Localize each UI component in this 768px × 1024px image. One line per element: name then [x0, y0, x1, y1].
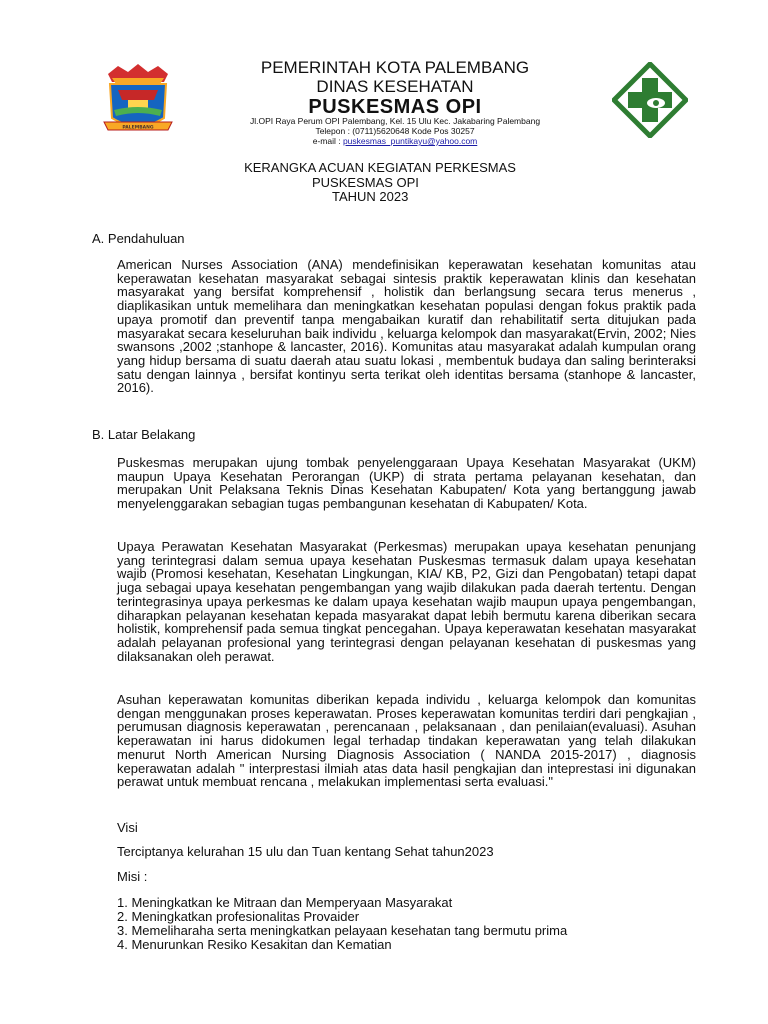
visi-text: Terciptanya kelurahan 15 ulu dan Tuan kentang Sehat tahun2023	[117, 844, 494, 859]
misi-label: Misi :	[117, 869, 148, 884]
section-a-heading: A. Pendahuluan	[92, 231, 185, 246]
misi-list	[117, 896, 567, 952]
doc-title-line3: TAHUN 2023	[332, 189, 409, 204]
emblem-ribbon-text: PALEMBANG	[122, 125, 154, 131]
doc-title-line2: PUSKESMAS OPI	[312, 175, 419, 190]
palembang-emblem-logo	[98, 64, 178, 138]
puskesmas-logo	[612, 62, 688, 138]
list-item: 4. Menurunkan Resiko Kesakitan dan Kematian	[117, 937, 392, 952]
section-b-paragraph-2: Upaya Perawatan Kesehatan Masyarakat (Perkesmas) merupakan upaya kesehatan penunjang yang terintegrasi dalam semua upaya kesehatan Puskesmas termasuk dalam upaya kesehatan wajib (Promosi kesehatan, Kesehatan Lingkungan, KIA/ KB, P2, Gizi dan Pengobatan) tetapi dapat juga sebagai upaya kesehatan pengembangan yang wajib dilakukan pada daerah tertentu. Dengan terintegrasinya upaya perkesmas ke dalam upaya kesehatan wajib maupun upaya pengembangan, diharapkan pelayanan kesehatan kepada masyarakat dapat lebih bermutu karena diberikan secara holistik, komprehensif pada semua tingkat pencegahan. Upaya keperawatan kesehatan masyarakat adalah pelayanan profesional yang terintegrasi dengan pelayanan kesehatan di puskesmas yang dilaksanakan oleh perawat.	[117, 539, 696, 664]
address-line: Jl.OPI Raya Perum OPI Palembang, Kel. 15 Ulu Kec. Jakabaring Palembang	[249, 116, 541, 126]
phone-line: Telepon : (0711)5620648 Kode Pos 30257	[315, 126, 475, 136]
email-line	[200, 136, 590, 146]
agency-name: DINAS KESEHATAN	[316, 77, 474, 96]
section-a-paragraph: American Nurses Association (ANA) mendefinisikan keperawatan kesehatan komunitas atau keperawatan kesehatan masyarakat sebagai sintesis praktik keperawatan klinis dan kesehatan masyarakat yang bersifat komprehensif , holistik dan berlangsung secara terus menerus , diaplikasikan untuk memelihara dan meningkatkan kesehatan populasi dengan fokus praktik pada upaya promotif dan preventif tanpa mengabaikan kuratif dan rehabilitatif serta ditujukan pada masyarakat secara keseluruhan baik individu , keluarga kelompok dan masyarakat(Ervin, 2002; Nies swansons ,2002 ;stanhope & lancaster, 2016). Komunitas atau masyarakat adalah kumpulan orang yang hidup bersama di suatu daerah atau suatu lokasi , membentuk budaya dan saling berinteraksi satu dengan lainnya , bersifat kontinyu serta terikat oleh identitas bersama (stanhope & lancaster, 2016).	[117, 257, 696, 396]
section-b-paragraph-3: Asuhan keperawatan komunitas diberikan kepada individu , keluarga kelompok dan komunitas dengan menggunakan proses keperawatan. Proses keperawatan komunitas terdiri dari pengkajian , perumusan diagnosis keperawatan , perencanaan , pelaksanaan , dan penilaian(evaluasi). Asuhan keperawatan ini harus didokumen legal terhadap tindakan keperawatan yang telah dilakukan menurut North American Nursing Diagnosis Association ( NANDA 2015-2017) , diagnosis keperawatan adalah " interprestasi ilmiah atas data hasil pengkajian dan inteprestasi ini digunakan perawat untuk membuat rencana , melakukan implementasi serta evaluasi."	[117, 692, 696, 790]
govt-name: PEMERINTAH KOTA PALEMBANG	[260, 58, 530, 77]
list-item: 3. Memeliharaha serta meningkatkan pelayaan kesehatan tang bermutu prima	[117, 923, 568, 938]
puskesmas-name: PUSKESMAS OPI	[308, 96, 482, 118]
list-item: 1. Meningkatkan ke Mitraan dan Memperyaan Masyarakat	[117, 895, 453, 910]
visi-label: Visi	[117, 820, 138, 835]
section-b-heading: B. Latar Belakang	[92, 427, 196, 442]
email-link[interactable]: puskesmas_puntikayu@yahoo.com	[342, 136, 478, 146]
list-item: 2. Meningkatkan profesionalitas Provaider	[117, 909, 360, 924]
doc-title-line1: KERANGKA ACUAN KEGIATAN PERKESMAS	[244, 160, 516, 175]
email-label: e-mail :	[312, 136, 343, 146]
section-b-paragraph-1: Puskesmas merupakan ujung tombak penyelenggaraan Upaya Kesehatan Masyarakat (UKM) maupun Upaya Kesehatan Perorangan (UKP) di strata pertama pelayanan kesehatan, dan merupakan Unit Pelaksana Teknis Dinas Kesehatan Kabupaten/ Kota yang bertanggung jawab menyelenggarakan sebagian tugas pembangunan kesehatan di Kabupaten/ Kota.	[117, 455, 696, 512]
